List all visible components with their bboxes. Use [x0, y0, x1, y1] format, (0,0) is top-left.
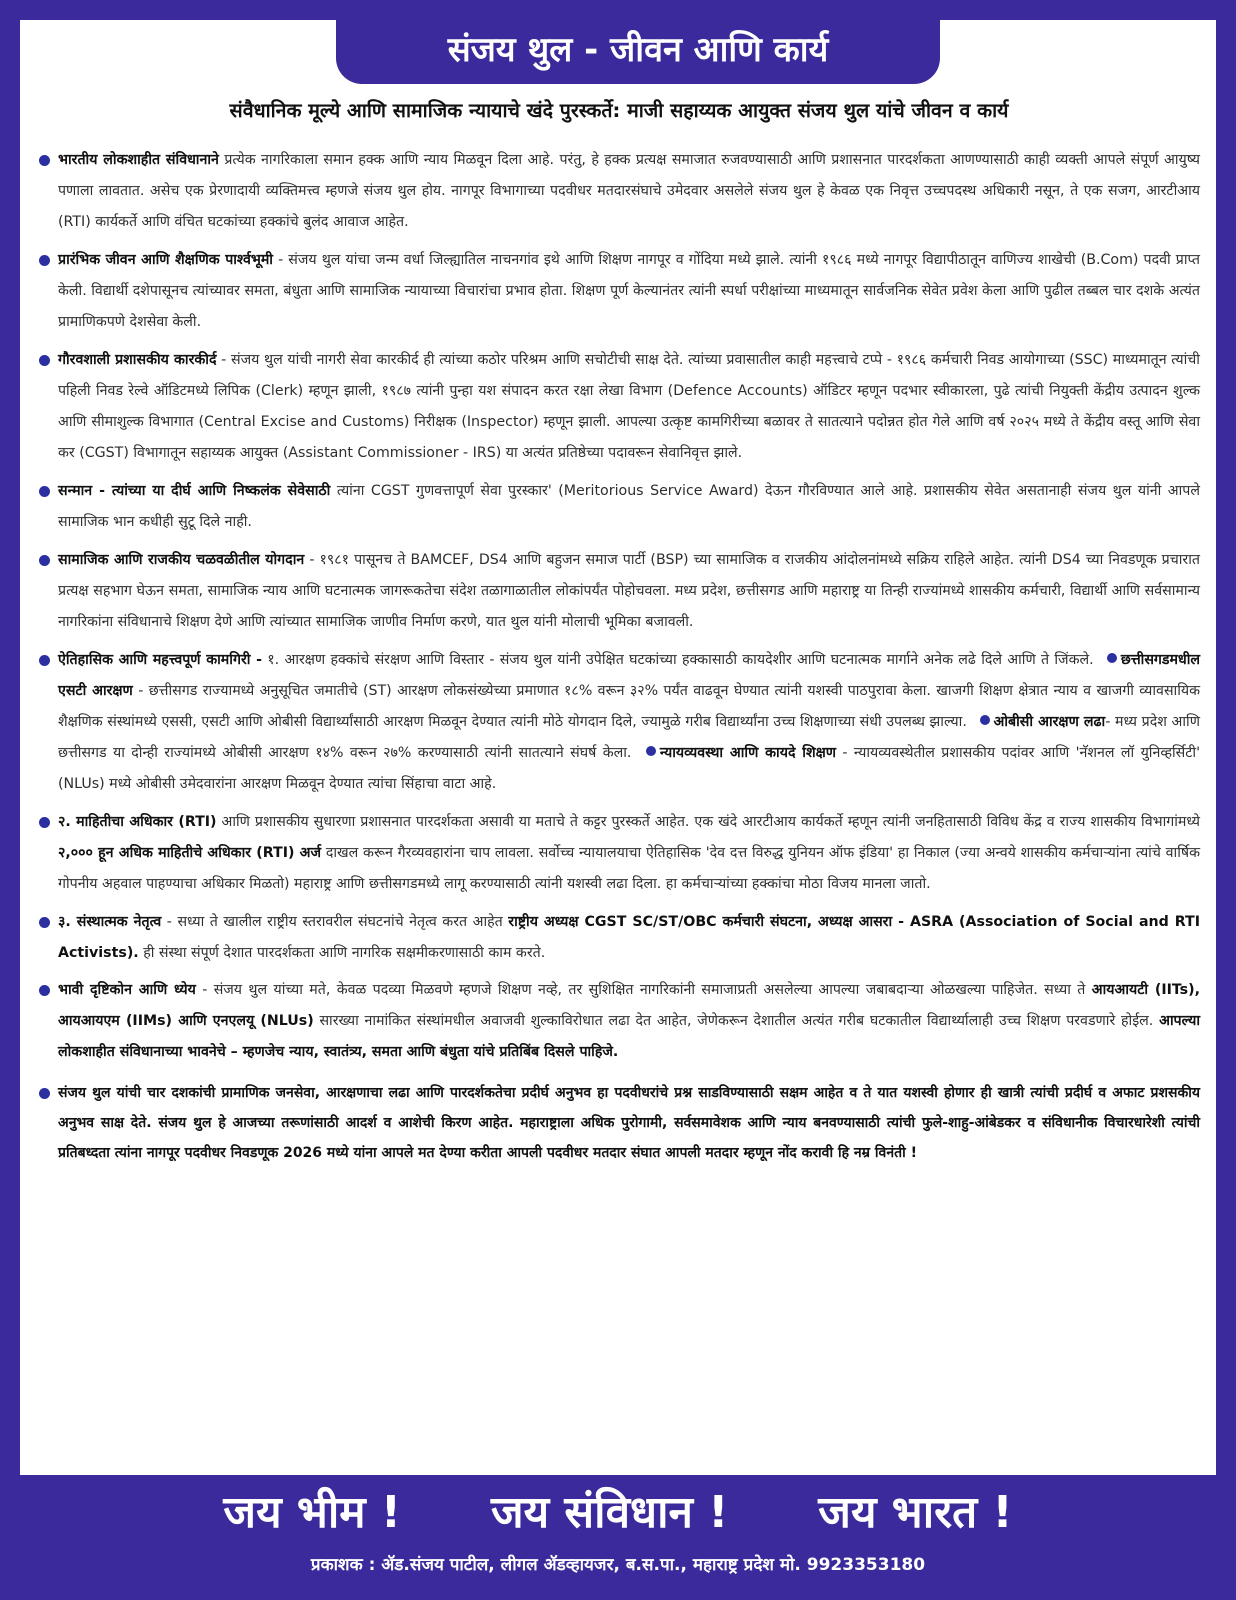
slogan-jai-samvidhan: जय संविधान !	[490, 1487, 729, 1538]
section-text: - न्यायव्यवस्थेतील प्रशासकीय पदांवर आणि 'नॅशनल लॉ युनिव्हर्सिटी' (NLUs) मध्ये ओबीसी उमेदवारांना आरक्षण मिळवून देण्यात त्यांचा सिंहाचा वाटा आहे.	[58, 745, 1200, 792]
section-heading: ३. संस्थात्मक नेतृत्व	[58, 914, 162, 930]
bullet-icon	[980, 715, 990, 725]
publisher-line: प्रकाशक : ॲड.संजय पाटील, लीगल ॲडव्हायजर, ब.स.पा., महाराष्ट्र प्रदेश मो. 9923353180	[310, 1555, 926, 1575]
bullet-icon	[39, 555, 50, 566]
document-sheet	[20, 20, 1216, 1475]
section-text: सारख्या नामांकित संस्थांमधील अवाजवी शुल्काविरोधात लढा देत आहेत, जेणेकरून देशातील अत्यंत गरीब घटकातील विद्यार्थ्यालाही उच्च शिक्षण परवडणारे होईल.	[313, 1013, 1160, 1029]
section-leadership	[36, 907, 1200, 969]
slogan-jai-bhim: जय भीम !	[223, 1487, 401, 1538]
footer-slogans	[0, 1480, 1236, 1540]
bullet-icon	[39, 985, 50, 996]
section-text: - मध्य प्रदेश आणि छत्तीसगड या दोन्ही राज्यांमध्ये ओबीसी आरक्षण १४% वरून २७% करण्यासाठी त्यांनी सातत्याने संघर्ष केला.	[58, 714, 1200, 761]
section-text: - छत्तीसगड राज्यामध्ये अनुसूचित जमातीचे (ST) आरक्षण लोकसंख्येच्या प्रमाणात १८% वरून ३२% पर्यंत वाढवून घेण्यात त्यांनी यशस्वी पाठपुरावा केला. खाजगी शिक्षण क्षेत्रात न्याय व खाजगी व्यावसायिक शैक्षणिक संस्थांमध्ये एससी, एसटी आणि ओबीसी विद्यार्थ्यांसाठी आरक्षण मिळवून देण्यात त्यांनी मोठे योगदान दिले, ज्यामुळे गरीब विद्यार्थ्यांना उच्च शिक्षणाच्या संधी उपलब्ध झाल्या.	[58, 683, 1201, 730]
section-heading: २. माहितीचा अधिकार (RTI)	[58, 814, 217, 830]
section-text: आणि प्रशासकीय सुधारणा प्रशासनात पारदर्शकता असावी या मताचे ते कट्टर पुरस्कर्ते आहेत. एक खंदे आरटीआय कार्यकर्ते म्हणून त्यांनी जनहितासाठी विविध केंद्र व राज्य शासकीय विभागांमध्ये	[216, 814, 1200, 830]
rti-count-highlight: २,००० हून अधिक माहितीचे अधिकार (RTI) अर्ज	[58, 845, 322, 861]
section-text: ही संस्था संपूर्ण देशात पारदर्शकता आणि नागरिक सक्षमीकरणासाठी काम करते.	[138, 945, 546, 961]
institutions-highlight: आयआयटी (IITs), आयआयएम (IIMs) आणि एनएलयू (NLUs)	[58, 982, 1200, 1029]
section-heading: प्रारंभिक जीवन आणि शैक्षणिक पार्श्वभूमी	[58, 252, 273, 268]
bullet-icon	[39, 155, 50, 166]
vision-statement: आपल्या लोकशाहीत संविधानाच्या भावनेचे – म्हणजेच न्याय, स्वातंत्र्य, समता आणि बंधुता यांचे प्रतिबिंब दिसले पाहिजे.	[58, 1013, 1201, 1060]
section-text: दाखल करून गैरव्यवहारांना चाप लावला. सर्वोच्च न्यायालयाचा ऐतिहासिक 'देव दत्त विरुद्ध युनियन ऑफ इंडिया' हा निकाल (ज्या अन्वये शासकीय कर्मचाऱ्यांना त्यांचे वार्षिक गोपनीय अहवाल पाहण्याचा अधिकार मिळतो) महाराष्ट्र आणि छत्तीसगडमध्ये लागू करण्यासाठी त्यांनी यशस्वी लढा दिला. हा कर्मचाऱ्यांच्या हक्कांचा मोठा विजय मानला जातो.	[58, 845, 1200, 892]
section-social-political	[36, 545, 1200, 638]
section-constitution	[36, 145, 1200, 238]
section-heading: गौरवशाली प्रशासकीय कारकीर्द	[58, 352, 217, 368]
section-achievements	[36, 645, 1200, 800]
section-rti	[36, 807, 1200, 900]
section-text: प्रत्येक नागरिकाला समान हक्क आणि न्याय मिळवून दिला आहे. परंतु, हे हक्क प्रत्यक्ष समाजात रुजवण्यासाठी आणि प्रशासनात पारदर्शकता आणण्यासाठी काही व्यक्ती आपले संपूर्ण आयुष्य पणाला लावतात. असेच एक प्रेरणादायी व्यक्तिमत्त्व म्हणजे संजय थुल होय. नागपूर विभागाच्या पदवीधर मतदारसंघाचे उमेदवार असलेले संजय थुल हे केवळ एक निवृत्त उच्चपदस्थ अधिकारी नसून, ते एक सजग, आरटीआय (RTI) कार्यकर्ते आणि वंचित घटकांच्या हक्कांचे बुलंद आवाज आहेत.	[58, 152, 1200, 230]
sub-heading-judiciary: न्यायव्यवस्था आणि कायदे शिक्षण	[659, 745, 837, 761]
section-heading: ऐतिहासिक आणि महत्त्वपूर्ण कामगिरी -	[58, 652, 263, 668]
section-heading: भावी दृष्टिकोन आणि ध्येय	[58, 982, 196, 998]
bullet-icon	[39, 917, 50, 928]
section-text: १. आरक्षण हक्कांचे संरक्षण आणि विस्तार - संजय थुल यांनी उपेक्षित घटकांच्या हक्कासाठी कायदेशीर आणि घटनात्मक मार्गाने अनेक लढे दिले आणि ते जिंकले.	[262, 652, 1094, 668]
section-career	[36, 345, 1200, 469]
section-heading: भारतीय लोकशाहीत संविधानाने	[58, 152, 219, 168]
bullet-icon	[39, 817, 50, 828]
page-subtitle: संवैधानिक मूल्ये आणि सामाजिक न्यायाचे खंदे पुरस्कर्ते: माजी सहाय्यक आयुक्त संजय थुल यांचे जीवन व कार्य	[229, 99, 1009, 122]
bullet-icon	[39, 355, 50, 366]
section-heading: सन्मान - त्यांच्या या दीर्घ आणि निष्कलंक सेवेसाठी	[58, 483, 331, 499]
bullet-icon	[1107, 653, 1117, 663]
section-text: - संजय थुल यांच्या मते, केवळ पदव्या मिळवणे म्हणजे शिक्षण नव्हे, तर सुशिक्षित नागरिकांनी समाजाप्रती असलेल्या आपल्या जबाबदाऱ्या ओळखल्या पाहिजेत. सध्या ते	[195, 982, 1092, 998]
section-early-life	[36, 245, 1200, 338]
organisation-highlight: राष्ट्रीय अध्यक्ष CGST SC/ST/OBC कर्मचारी संघटना, अध्यक्ष आसरा - ASRA (Association of Social and RTI Activists).	[58, 914, 1201, 961]
section-text: त्यांना CGST गुणवत्तापूर्ण सेवा पुरस्कार' (Meritorious Service Award) देऊन गौरविण्यात आले आहे. प्रशासकीय सेवेत असतानाही संजय थुल यांनी आपले सामाजिक भान कधीही सुटू दिले नाही.	[58, 483, 1200, 530]
slogan-jai-bharat: जय भारत !	[818, 1487, 1013, 1538]
bullet-icon	[39, 655, 50, 666]
section-text: - सध्या ते खालील राष्ट्रीय स्तरावरील संघटनांचे नेतृत्व करत आहेत	[161, 914, 509, 930]
bullet-icon	[39, 255, 50, 266]
section-text: - १९८१ पासूनच ते BAMCEF, DS4 आणि बहुजन समाज पार्टी (BSP) च्या सामाजिक व राजकीय आंदोलनांमध्ये सक्रिय राहिले आहेत. त्यांनी DS4 च्या निवडणूक प्रचारात प्रत्यक्ष सहभाग घेऊन समता, सामाजिक न्याय आणि घटनात्मक जागरूकतेचा संदेश तळागाळातील लोकांपर्यंत पोहोचवला. मध्य प्रदेश, छत्तीसगड आणि महाराष्ट्र या तिन्ही राज्यांमध्ये शासकीय कर्मचारी, विद्यार्थी आणि सर्वसामान्य नागरिकांना संविधानाचे शिक्षण देणे आणि त्यांच्यात सामाजिक जाणीव निर्माण करणे, यात थुल यांनी मोलाची भूमिका बजावली.	[58, 552, 1200, 630]
closing-appeal	[36, 1078, 1200, 1168]
bullet-icon	[39, 486, 50, 497]
bullet-icon	[646, 746, 656, 756]
bullet-icon	[39, 1088, 50, 1099]
section-text: - संजय थुल यांचा जन्म वर्धा जिल्ह्यातिल नाचनगांव इथे आणि शिक्षण नागपूर व गोंदिया मध्ये झाले. त्यांनी १९८६ मध्ये नागपूर विद्यापीठातून वाणिज्य शाखेची (B.Com) पदवी प्राप्त केली. विद्यार्थी दशेपासूनच त्यांच्यावर समता, बंधुता आणि सामाजिक न्यायाच्या विचारांचा प्रभाव होता. शिक्षण पूर्ण केल्यानंतर त्यांनी स्पर्धा परीक्षांच्या माध्यमातून सार्वजनिक सेवेत प्रवेश केला आणि पुढील तब्बल चार दशके अत्यंत प्रामाणिकपणे देशसेवा केली.	[58, 252, 1201, 330]
closing-text: संजय थुल यांची चार दशकांची प्रामाणिक जनसेवा, आरक्षणाचा लढा आणि पारदर्शकतेचा प्रदीर्घ अनुभव हा पदवीधरांचे प्रश्न साडविण्यासाठी सक्षम आहेत व ते यात यशस्वी होणार ही खात्री त्यांची प्रदीर्घ व अफाट प्रशसकीय अनुभव साक्ष देते. संजय थुल हे आजच्या तरूणांसाठी आदर्श व आशेची किरण आहेत. महाराष्ट्राला अधिक पुरोगामी, सर्वसमावेशक आणि न्याय बनवण्यासाठी त्यांची फुले-शाहु-आंबेडकर व संविधानीक विचारधारेशी त्यांची प्रतिबध्दता त्यांना नागपूर पदवीधर निवडणूक 2026 मध्ये यांना आपले मत देण्या करीता आपली पदवीधर मतदार संघात आपली मतदार म्हणून नोंद करावी हि नम्र विनंती !	[58, 1085, 1200, 1161]
section-honour	[36, 476, 1200, 538]
sub-heading-obc-reservation: ओबीसी आरक्षण लढा	[993, 714, 1106, 730]
sub-heading-st-reservation: छत्तीसगडमधील एसटी आरक्षण	[58, 652, 1200, 699]
section-vision	[36, 975, 1200, 1068]
section-heading: सामाजिक आणि राजकीय चळवळीतील योगदान	[58, 552, 305, 568]
article-body	[36, 145, 1200, 1175]
section-text: - संजय थुल यांची नागरी सेवा कारकीर्द ही त्यांच्या कठोर परिश्रम आणि सचोटीची साक्ष देते. त्यांच्या प्रवासातील काही महत्त्वाचे टप्पे - १९८६ कर्मचारी निवड आयोगाच्या (SSC) माध्यमातून त्यांची पहिली निवड रेल्वे ऑडिटमध्ये लिपिक (Clerk) म्हणून झाली, १९८७ त्यांनी पुन्हा यश संपादन करत रक्षा लेखा विभाग (Defence Accounts) ऑडिटर म्हणून पदभार स्वीकारला, पुढे त्यांची नियुक्ती केंद्रीय उत्पादन शुल्क आणि सीमाशुल्क विभागात (Central Excise and Customs) निरीक्षक (Inspector) म्हणून झाली. आपल्या उत्कृष्ट कामगिरीच्या बळावर ते सातत्याने पदोन्नत होत गेले आणि वर्ष २०२५ मध्ये ते केंद्रीय वस्तू आणि सेवा कर (CGST) विभागातून सहाय्यक आयुक्त (Assistant Commissioner - IRS) या अत्यंत प्रतिष्ठेच्या पदावरून सेवानिवृत्त झाले.	[58, 352, 1200, 461]
page-title: संजय थुल - जीवन आणि कार्य	[336, 20, 940, 84]
